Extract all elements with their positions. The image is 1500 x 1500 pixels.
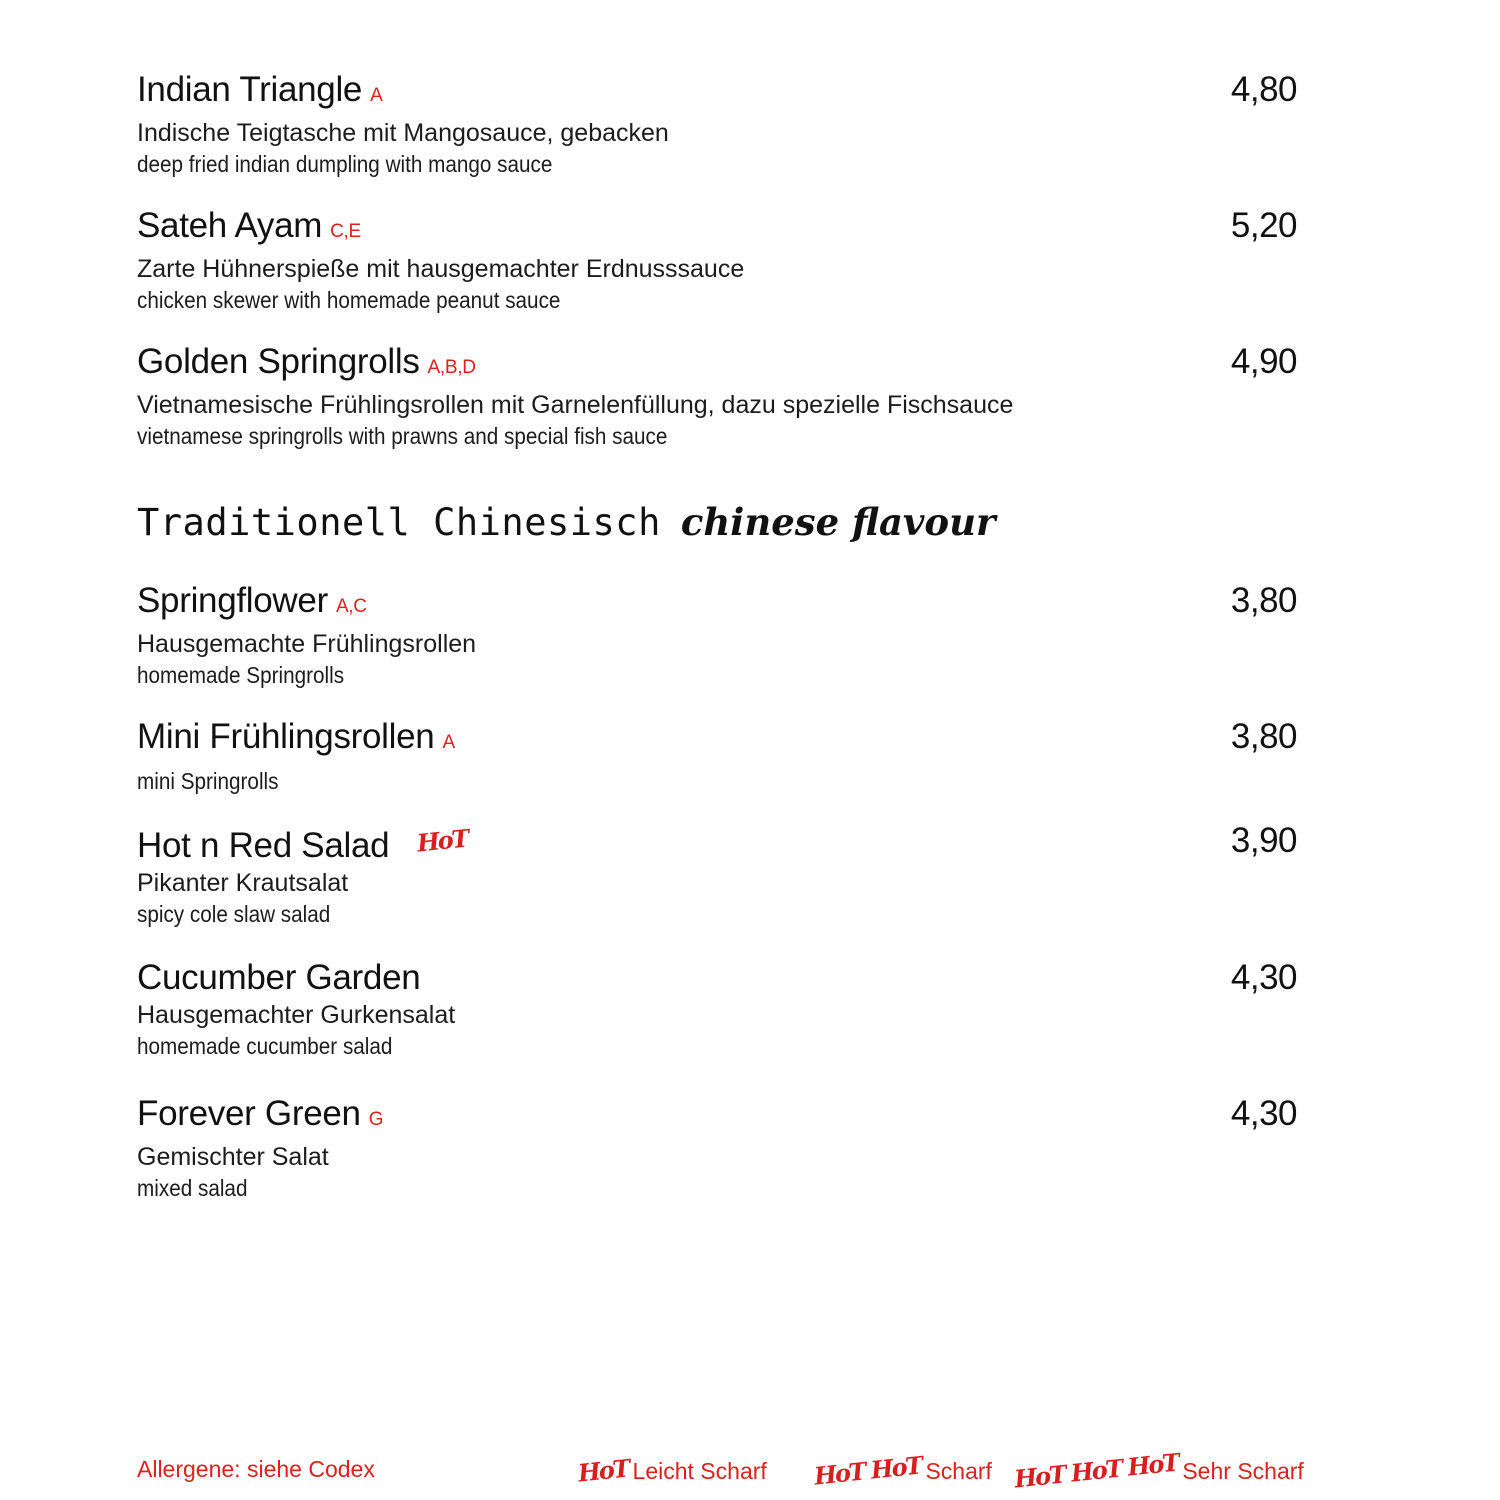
item-name: Mini Frühlingsrollen [137,717,435,756]
chili-hot-icon: HoT [415,823,470,858]
menu-item [137,342,1297,452]
item-description-en: mini Springrolls [137,768,279,794]
item-description-en: homemade cucumber salad [137,1033,393,1059]
menu-item [137,206,1297,316]
item-price: 4,30 [1230,958,1297,997]
item-description-en: mixed salad [137,1175,248,1201]
spice-level-label: Sehr Scharf [1182,1458,1304,1484]
menu-item [137,821,1297,930]
spice-level-label: Scharf [925,1458,992,1484]
item-name: Sateh Ayam [137,206,323,245]
section-title-en: chinese flavour [680,500,996,544]
item-name-line [137,958,1297,998]
section-heading [137,500,996,544]
allergen-codes: C,E [330,221,361,242]
menu-item [137,1094,1297,1204]
menu-item [137,958,1297,1062]
spice-level-label: Leicht Scharf [632,1458,767,1484]
item-price: 3,80 [1230,581,1297,620]
item-description-de: Vietnamesische Frühlingsrollen mit Garnelenfüllung, dazu spezielle Fischsauce [137,391,1014,419]
item-name-line [137,342,1297,388]
chili-hot-icon: HoT HoT [812,1450,923,1491]
item-description-de: Pikanter Krautsalat [137,869,349,897]
allergen-codes: A,B,D [427,357,476,378]
item-name-line [137,206,1297,252]
menu-item [137,717,1297,797]
allergen-codes: G [368,1109,384,1130]
spice-legend-medium [812,1450,992,1491]
item-price: 3,80 [1230,717,1297,756]
allergen-note: Allergene: siehe Codex [137,1456,375,1482]
allergen-codes: A [442,732,455,753]
item-name: Springflower [137,581,328,620]
spice-legend-very-hot [1012,1447,1304,1494]
item-name-line [137,70,1297,116]
item-description-en: chicken skewer with homemade peanut sauce [137,287,561,313]
item-description-en: deep fried indian dumpling with mango sauce [137,151,553,177]
item-name: Forever Green [137,1094,361,1133]
item-description-de: Indische Teigtasche mit Mangosauce, gebacken [137,119,669,147]
item-name: Hot n Red Salad [137,826,390,865]
item-name: Indian Triangle [137,70,363,109]
menu-item [137,581,1297,691]
item-description-en: spicy cole slaw salad [137,901,331,927]
item-name-line [137,821,1297,866]
item-description-de: Zarte Hühnerspieße mit hausgemachter Erdnusssauce [137,255,745,283]
item-name-line [137,581,1297,627]
spice-legend-mild [576,1453,767,1488]
allergen-codes: A [370,85,383,106]
allergen-codes: A,C [335,596,367,617]
item-name-line [137,717,1297,763]
item-description-en: homemade Springrolls [137,662,345,688]
footer [0,1447,1500,1494]
menu-item [137,70,1297,180]
chili-hot-icon: HoT HoT HoT [1012,1447,1180,1494]
item-description-de: Hausgemachte Frühlingsrollen [137,630,477,658]
item-description-en: vietnamese springrolls with prawns and special fish sauce [137,423,668,449]
item-price: 3,90 [1230,821,1297,860]
section-title-de: Traditionell Chinesisch [137,501,661,544]
item-description-de: Hausgemachter Gurkensalat [137,1001,456,1029]
item-name: Golden Springrolls [137,342,420,381]
item-name: Cucumber Garden [137,958,421,997]
item-description-de: Gemischter Salat [137,1143,329,1171]
item-price: 4,30 [1230,1094,1297,1133]
item-price: 4,90 [1230,342,1297,381]
item-price: 5,20 [1230,206,1297,245]
chili-hot-icon: HoT [576,1453,630,1488]
item-price: 4,80 [1230,70,1297,109]
item-name-line [137,1094,1297,1140]
